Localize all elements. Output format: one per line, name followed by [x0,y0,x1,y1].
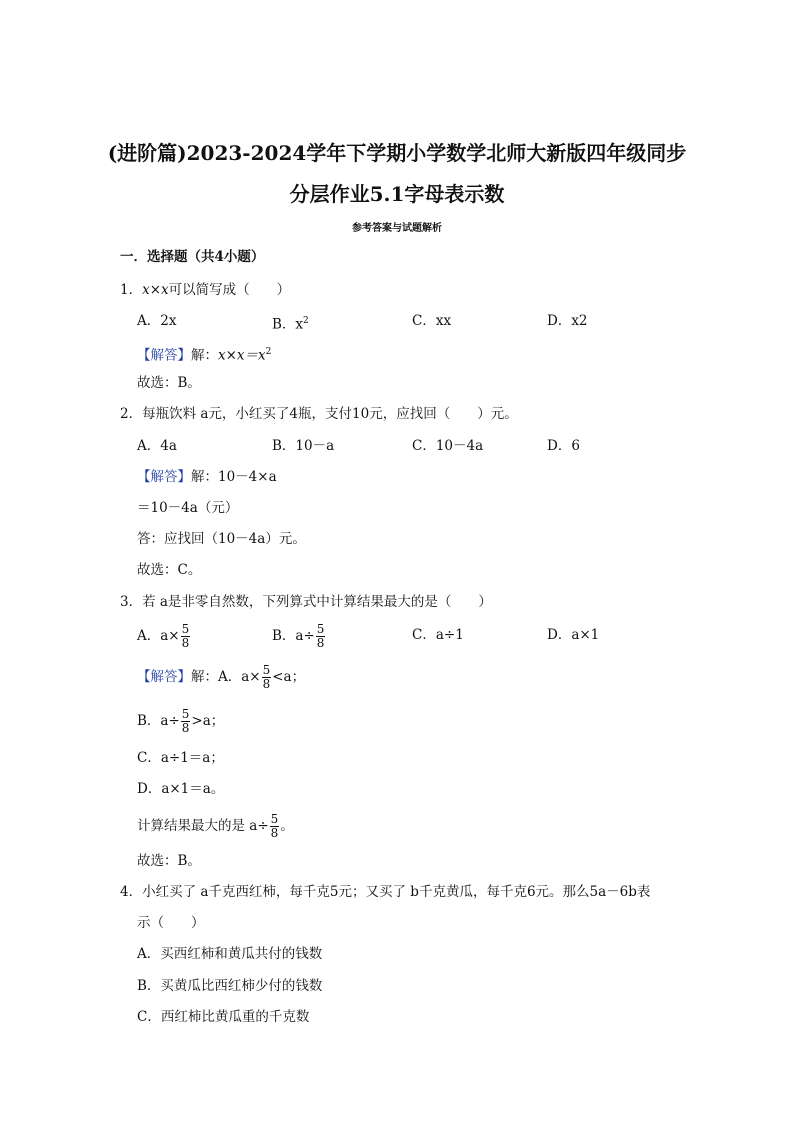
q2-option-c: C．10－4a [412,438,484,454]
q3-answer-tag: 【解答】 [137,669,191,685]
q1-expression: x×x [142,282,169,298]
q3-conclusion [137,813,294,840]
q2-stem: 2．每瓶饮料 a元，小红买了4瓶，支付10元，应找回（ ）元。 [120,406,518,422]
q1-option-c: C．xx [412,313,452,329]
q1-stem-text: 可以简写成（ ） [168,282,291,298]
q2-choice: 故选：C。 [137,562,202,578]
q3-solution-b-prefix: B．a÷ [137,713,180,729]
q4-option-c: C．西红柿比黄瓜重的千克数 [137,1009,310,1025]
q2-option-b: B．10－a [272,438,335,454]
q3-option-b [272,623,326,650]
q4-option-b: B．买黄瓜比西红柿少付的钱数 [137,978,323,994]
q2-solution-line-2: ＝10－4a（元） [137,500,239,516]
q1-option-a: A．2x [137,313,177,329]
q2-solution-line-1 [137,468,277,486]
document-title-line-1: (进阶篇)2023-2024学年下学期小学数学北师大新版四年级同步 [107,141,687,165]
q3-option-c: C．a÷1 [412,627,464,643]
q3-conclusion-prefix: 计算结果最大的是 a÷ [137,818,269,834]
q2-option-d: D．6 [547,438,580,454]
q3-solution-d: D．a×1＝a。 [137,781,225,797]
q1-number: 1． [120,282,143,298]
q1-option-b [272,312,309,334]
q1-option-b-text: B．x [272,316,304,333]
q1-solution-prefix: 解： [191,347,218,364]
document-subtitle: 参考答案与试题解析 [352,223,442,234]
q3-solution-b-suffix: >a； [191,713,225,729]
fraction-denominator: 8 [181,636,190,650]
q4-stem-line-2: 示（ ） [137,915,205,931]
q3-solution-b-fraction [181,708,191,735]
q1-choice: 故选：B。 [137,375,201,391]
q4-stem-line-1: 4．小红买了 a千克西红柿，每千克5元；又买了 b千克黄瓜，每千克6元。那么5a－6b表 [120,884,651,900]
fraction-numerator: 5 [270,812,279,826]
q3-solution-b [137,708,224,735]
q2-solution-text: 解：10－4×a [191,469,277,485]
q3-option-b-text: B．a÷ [272,628,315,644]
q2-answer-tag: 【解答】 [137,469,191,485]
q3-solution-a-prefix: 解：A．a× [191,669,261,685]
fraction-numerator: 5 [316,622,325,636]
fraction-denominator: 8 [262,677,271,691]
q3-conclusion-suffix: 。 [280,818,294,834]
q3-option-a-fraction [181,623,191,650]
q1-option-d: D．x2 [547,313,588,329]
q3-option-b-fraction [316,623,326,650]
q1-solution-exponent: 2 [265,347,272,357]
fraction-denominator: 8 [181,721,190,735]
q3-solution-a-suffix: <a； [272,669,306,685]
q3-solution-c: C．a÷1＝a； [137,750,224,766]
q1-stem [120,281,290,299]
q3-solution-a [137,664,305,691]
q1-solution [137,343,271,365]
q3-option-d: D．a×1 [547,627,600,643]
q3-choice: 故选：B。 [137,853,201,869]
q3-solution-a-fraction [262,664,272,691]
fraction-denominator: 8 [270,826,279,840]
q2-option-a: A．4a [137,438,177,454]
section-heading: 一．选择题（共4小题） [120,249,265,265]
fraction-denominator: 8 [316,636,325,650]
fraction-numerator: 5 [262,663,271,677]
q3-option-a-text: A．a× [137,628,180,644]
q3-stem: 3．若 a是非零自然数，下列算式中计算结果最大的是（ ） [120,594,492,610]
document-title-line-2: 分层作业5.1字母表示数 [289,182,505,206]
fraction-numerator: 5 [181,707,190,721]
q2-solution-line-3: 答：应找回（10－4a）元。 [137,531,306,547]
fraction-numerator: 5 [181,622,190,636]
q1-answer-tag: 【解答】 [137,347,191,364]
q4-option-a: A．买西红柿和黄瓜共付的钱数 [137,946,323,962]
q1-solution-expression: x×x＝x [218,347,266,364]
q1-option-b-exponent: 2 [303,316,309,326]
q3-conclusion-fraction [270,813,280,840]
q3-option-a [137,623,191,650]
